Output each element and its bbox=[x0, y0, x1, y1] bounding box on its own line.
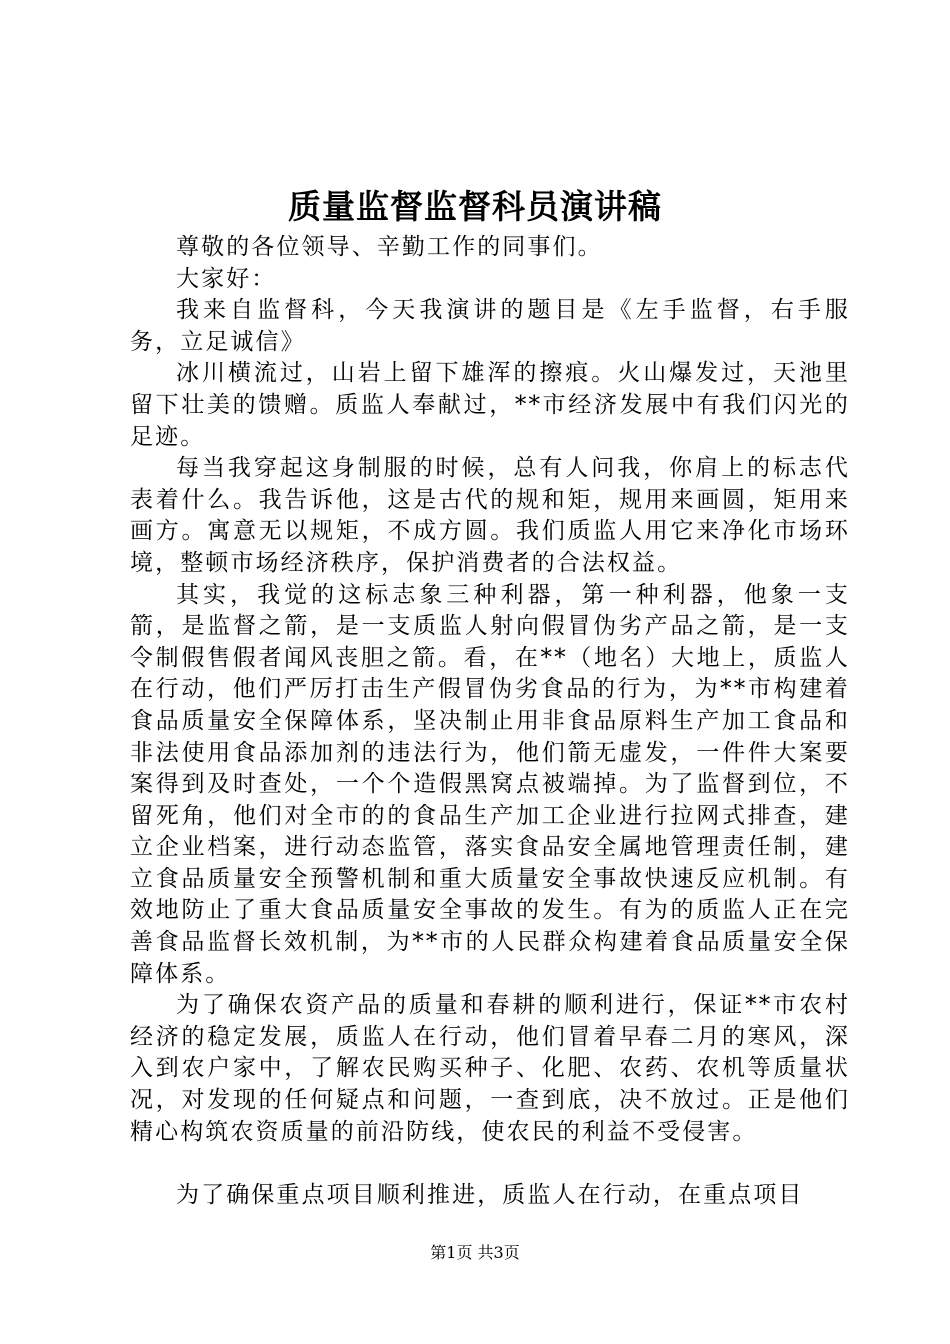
paragraph-agricultural-supplies: 为了确保农资产品的质量和春耕的顺利进行，保证**市农村经济的稳定发展，质监人在行动，他们冒着早春二月的寒风，深入到农户家中，了解农民购买种子、化肥、农药、农机等质量状况，对发现的任何疑点和问题，一查到底，决不放过。正是他们精心构筑农资质量的前沿防线，使农民的利益不受侵害。 bbox=[130, 992, 850, 1145]
paragraph-supervision-arrow: 其实，我觉的这标志象三种利器，第一种利器，他象一支箭，是监督之箭，是一支质监人射向假冒伪劣产品之箭，是一支令制假售假者闻风丧胆之箭。看，在**（地名）大地上，质监人在行动，他们严厉打击生产假冒伪劣食品的行为，为**市构建着食品质量安全保障体系，坚决制止用非食品原料生产加工食品和非法使用食品添加剂的违法行为，他们箭无虚发，一件件大案要案得到及时查处，一个个造假黑窝点被端掉。为了监督到位，不留死角，他们对全市的的食品生产加工企业进行拉网式排查，建立企业档案，进行动态监管，落实食品安全属地管理责任制，建立食品质量安全预警机制和重大质量安全事故快速反应机制。有效地防止了重大食品质量安全事故的发生。有为的质监人正在完善食品监督长效机制，为**市的人民群众构建着食品质量安全保障体系。 bbox=[130, 581, 850, 987]
paragraph-greeting: 大家好： bbox=[176, 265, 277, 292]
paragraph-salutation: 尊敬的各位领导、辛勤工作的同事们。 bbox=[176, 234, 603, 260]
paragraph-topic: 我来自监督科，今天我演讲的题目是《左手监督，右手服务，立足诚信》 bbox=[130, 297, 850, 355]
paragraph-uniform-symbol: 每当我穿起这身制服的时候，总有人问我，你肩上的标志代表着什么。我告诉他，这是古代的规和矩，规用来画圆，矩用来画方。寓意无以规矩，不成方圆。我们质监人用它来净化市场环境，整顿市场经济秩序，保护消费者的合法权益。 bbox=[130, 455, 850, 576]
document-body bbox=[130, 232, 850, 1211]
document-title: 质量监督监督科员演讲稿 bbox=[288, 187, 662, 226]
paragraph-intro: 冰川横流过，山岩上留下雄浑的擦痕。火山爆发过，天池里留下壮美的馈赠。质监人奉献过，**市经济发展中有我们闪光的足迹。 bbox=[130, 360, 850, 450]
page-number-footer: 第1页 共3页 bbox=[430, 1243, 520, 1262]
paragraph-key-projects: 为了确保重点项目顺利推进，质监人在行动，在重点项目 bbox=[176, 1181, 804, 1208]
